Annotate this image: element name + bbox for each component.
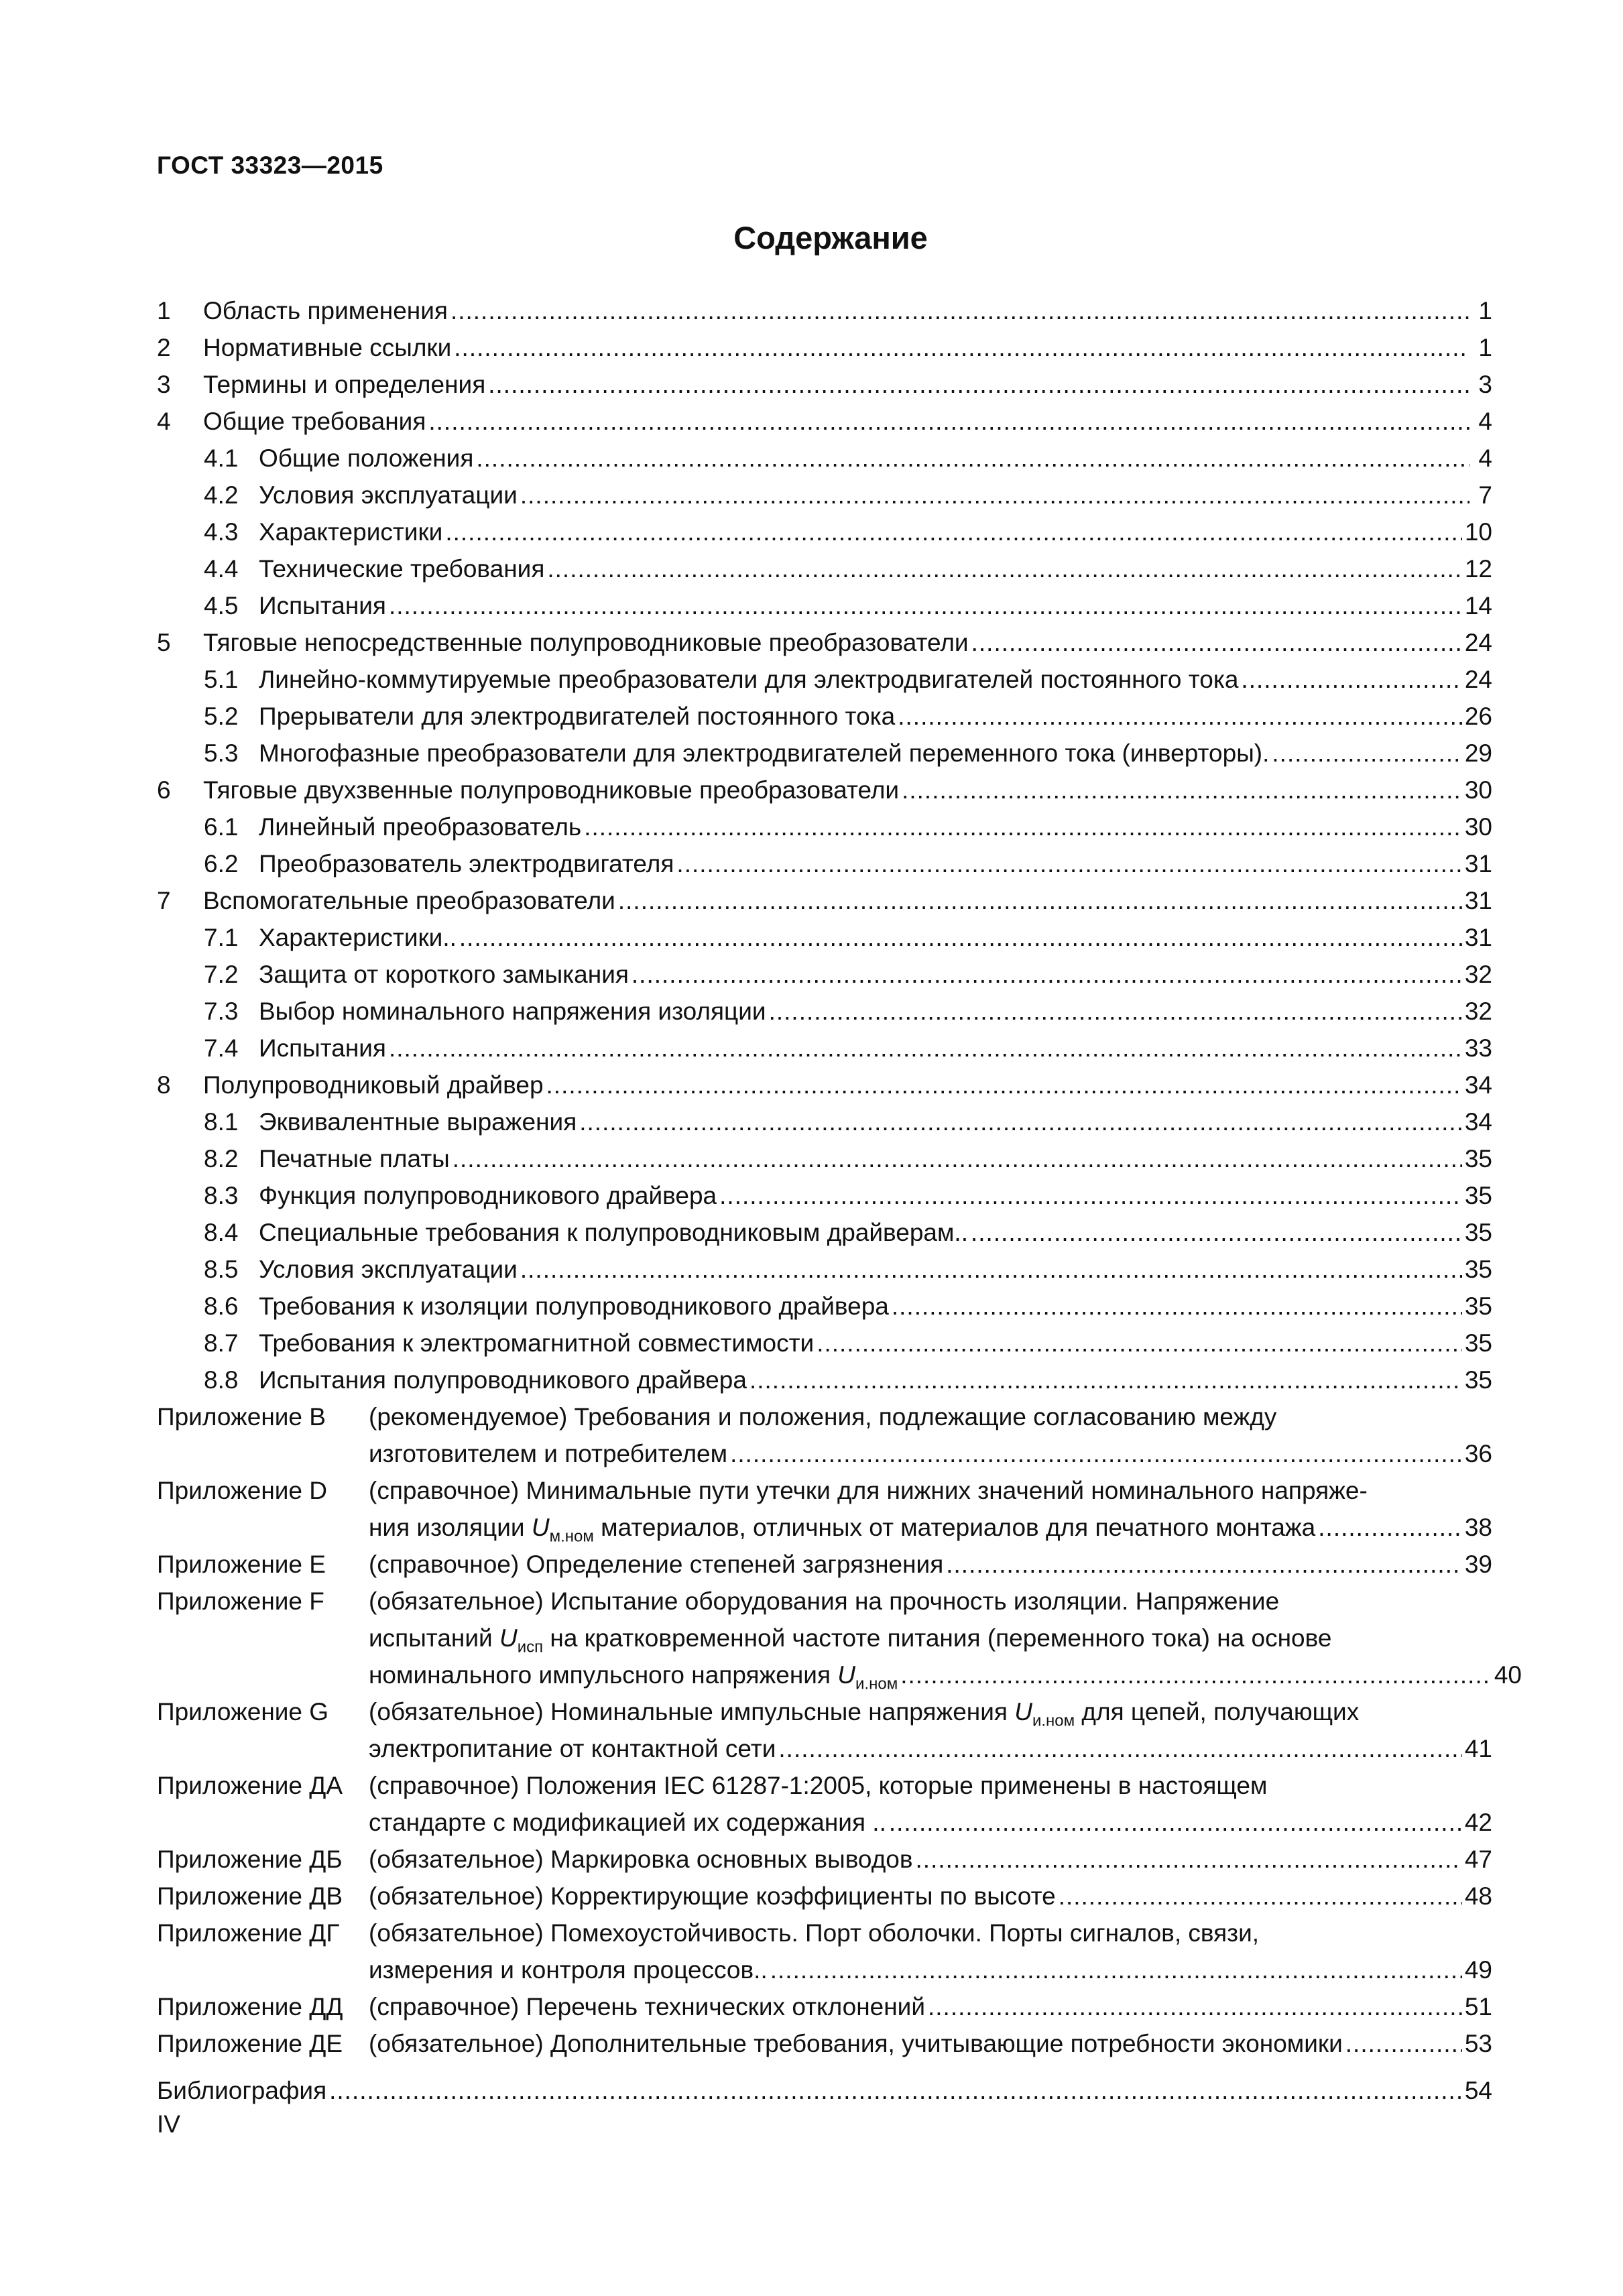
- leader-dots: [719, 1177, 1462, 1214]
- appendix-text: ния изоляции $U_{м.ном}$ материалов, отличных от материалов для печатного монтажа: [369, 1514, 1316, 1546]
- toc-subsection[interactable]: [157, 477, 1492, 513]
- appendix-text: электропитание от контактной сети: [369, 1735, 776, 1762]
- page-number: 39: [1464, 1551, 1492, 1578]
- leader-dots: [632, 956, 1462, 993]
- page-number: 41: [1464, 1735, 1492, 1762]
- section-title: Линейный преобразователь: [259, 813, 582, 841]
- toc-appendix-d[interactable]: [157, 1472, 1492, 1546]
- page-number: 36: [1464, 1440, 1492, 1467]
- section-number: 3: [157, 371, 171, 398]
- toc-subsection[interactable]: [157, 1103, 1492, 1140]
- section-title: Технические требования: [259, 555, 545, 583]
- toc-subsection[interactable]: [157, 1177, 1492, 1214]
- section-title: Прерыватели для электродвигателей постоянного тока: [259, 703, 896, 730]
- leader-dots: [902, 772, 1462, 808]
- page-number: 31: [1464, 924, 1492, 951]
- leader-dots: [730, 1435, 1462, 1472]
- page-number: 10: [1464, 518, 1492, 546]
- leader-dots: [450, 292, 1469, 329]
- appendix-text: (справочное) Положения IEC 61287-1:2005, которые применены в настоящем: [369, 1772, 1268, 1799]
- symbol-u: U: [499, 1624, 518, 1652]
- section-number: 6.2: [204, 850, 239, 878]
- section-title: Функция полупроводникового драйвера: [259, 1182, 717, 1209]
- appendix-caption: Приложение ДЕ: [157, 2030, 343, 2057]
- page-number: 32: [1464, 961, 1492, 988]
- leader-dots: [1345, 2025, 1462, 2062]
- section-number: 1: [157, 297, 171, 324]
- leader-dots: [453, 1140, 1462, 1177]
- page-number: 35: [1464, 1219, 1492, 1246]
- toc-subsection[interactable]: [157, 1214, 1492, 1251]
- section-title: Защита от короткого замыкания: [259, 961, 629, 988]
- page-number: 1: [1478, 297, 1492, 324]
- page-number: 30: [1464, 776, 1492, 804]
- toc-appendix-dg[interactable]: [157, 1915, 1492, 1988]
- page-number: 26: [1464, 703, 1492, 730]
- leader-dots: [971, 1214, 1462, 1251]
- section-number: 7.4: [204, 1034, 239, 1062]
- toc-subsection[interactable]: [157, 513, 1492, 550]
- appendix-text: испытаний $U_{исп}$ на кратковременной частоте питания (переменного тока) на основе: [369, 1624, 1332, 1656]
- page-number: 35: [1464, 1182, 1492, 1209]
- page-number: 35: [1464, 1366, 1492, 1394]
- page-number: 12: [1464, 555, 1492, 583]
- section-number: 4.4: [204, 555, 239, 583]
- page-number: 14: [1464, 592, 1492, 619]
- toc-appendix-g[interactable]: [157, 1693, 1492, 1767]
- toc-section[interactable]: [157, 624, 1492, 661]
- page-number: 53: [1464, 2030, 1492, 2057]
- section-title: Тяговые непосредственные полупроводниковые преобразователи: [203, 629, 969, 656]
- page-number: 40: [1494, 1661, 1522, 1689]
- page-number: 32: [1464, 998, 1492, 1025]
- section-title: Тяговые двухзвенные полупроводниковые преобразователи: [203, 776, 900, 804]
- section-title: Испытания: [259, 1034, 386, 1062]
- section-title: Печатные платы: [259, 1145, 450, 1172]
- toc-subsection[interactable]: [157, 550, 1492, 587]
- section-number: 6: [157, 776, 171, 804]
- section-title: Линейно-коммутируемые преобразователи для электродвигателей постоянного тока: [259, 666, 1239, 693]
- toc-appendix-e[interactable]: [157, 1546, 1492, 1583]
- toc-appendix-b[interactable]: [157, 1398, 1492, 1472]
- page-number: 48: [1464, 1882, 1492, 1910]
- leader-dots: [389, 1030, 1462, 1067]
- standard-designation: ГОСТ 33323—2015: [157, 152, 383, 179]
- section-number: 4.1: [204, 444, 239, 472]
- appendix-caption: Приложение ДБ: [157, 1846, 343, 1873]
- page-number: 1: [1478, 334, 1492, 361]
- toc-appendix-db[interactable]: [157, 1841, 1492, 1878]
- page-number: 24: [1464, 629, 1492, 656]
- appendix-text: номинального импульсного напряжения $U_{и.ном}$: [369, 1661, 898, 1693]
- toc-subsection[interactable]: [157, 698, 1492, 735]
- leader-dots: [488, 366, 1469, 403]
- page-number-footer: IV: [157, 2110, 180, 2138]
- page-number: 51: [1464, 1993, 1492, 2020]
- section-number: 7.3: [204, 998, 239, 1025]
- appendix-caption: Приложение G: [157, 1698, 329, 1726]
- page-number: 47: [1464, 1846, 1492, 1873]
- leader-dots: [547, 550, 1461, 587]
- appendix-caption: Приложение E: [157, 1551, 326, 1578]
- section-number: 5.1: [204, 666, 239, 693]
- toc-subsection[interactable]: [157, 993, 1492, 1030]
- toc-subsection[interactable]: [157, 1288, 1492, 1325]
- section-number: 8.4: [204, 1219, 239, 1246]
- section-number: 6.1: [204, 813, 239, 841]
- appendix-text: (обязательное) Маркировка основных выводов: [369, 1846, 913, 1873]
- leader-dots: [520, 477, 1469, 513]
- toc-appendix-dv[interactable]: [157, 1878, 1492, 1915]
- leader-dots: [389, 587, 1462, 624]
- toc-section[interactable]: [157, 1067, 1492, 1103]
- page-number: 34: [1464, 1071, 1492, 1099]
- leader-dots: [769, 993, 1462, 1030]
- leader-dots: [889, 1804, 1462, 1841]
- section-title: Требования к изоляции полупроводникового драйвера: [259, 1292, 889, 1320]
- section-title: Эквивалентные выражения: [259, 1108, 577, 1136]
- leader-dots: [676, 845, 1461, 882]
- leader-dots: [928, 1988, 1462, 2025]
- appendix-text: (обязательное) Корректирующие коэффициенты по высоте: [369, 1882, 1056, 1910]
- section-number: 8.3: [204, 1182, 239, 1209]
- section-title: Область применения: [203, 297, 448, 324]
- appendix-text: (справочное) Определение степеней загрязнения: [369, 1551, 944, 1578]
- page-number: 35: [1464, 1145, 1492, 1172]
- symbol-subscript: и.ном: [1032, 1711, 1075, 1730]
- leader-dots: [749, 1362, 1462, 1398]
- symbol-u: U: [837, 1661, 856, 1689]
- toc-subsection[interactable]: [157, 735, 1492, 772]
- toc-subsection[interactable]: [157, 440, 1492, 477]
- table-of-contents: [157, 292, 1522, 2109]
- section-title: Термины и определения: [203, 371, 486, 398]
- leader-dots: [459, 919, 1462, 956]
- section-number: 8.8: [204, 1366, 239, 1394]
- toc-appendix-da[interactable]: [157, 1767, 1492, 1841]
- toc-subsection[interactable]: [157, 956, 1492, 993]
- section-number: 4: [157, 408, 171, 435]
- section-number: 2: [157, 334, 171, 361]
- section-number: 4.2: [204, 481, 239, 509]
- leader-dots: [892, 1288, 1462, 1325]
- page-number: 49: [1464, 1956, 1492, 1984]
- page-number: 54: [1464, 2077, 1492, 2104]
- leader-dots: [546, 1067, 1462, 1103]
- section-number: 5.3: [204, 739, 239, 767]
- symbol-u: U: [1014, 1698, 1032, 1726]
- section-title: Общие положения: [259, 444, 474, 472]
- toc-appendix-de[interactable]: [157, 2025, 1492, 2062]
- toc-subsection[interactable]: [157, 919, 1492, 956]
- toc-subsection[interactable]: [157, 661, 1492, 698]
- section-title: Испытания полупроводникового драйвера: [259, 1366, 747, 1394]
- section-number: 8: [157, 1071, 171, 1099]
- section-title: Требования к электромагнитной совместимости: [259, 1329, 815, 1357]
- leader-dots: [1272, 735, 1461, 772]
- leader-dots: [817, 1325, 1462, 1362]
- page-number: 24: [1464, 666, 1492, 693]
- leader-dots: [900, 1656, 1492, 1693]
- toc-subsection[interactable]: [157, 845, 1492, 882]
- leader-dots: [1059, 1878, 1462, 1915]
- section-title: Преобразователь электродвигателя: [259, 850, 674, 878]
- leader-dots: [898, 698, 1462, 735]
- leader-dots: [428, 403, 1469, 440]
- bibliography-label: Библиография: [157, 2077, 327, 2104]
- section-title: Выбор номинального напряжения изоляции: [259, 998, 766, 1025]
- section-number: 4.5: [204, 592, 239, 619]
- appendix-text: (справочное) Минимальные пути утечки для нижних значений номинального напряже-: [369, 1477, 1368, 1504]
- section-number: 5: [157, 629, 171, 656]
- appendix-text: (рекомендуемое) Требования и положения, подлежащие согласованию между: [369, 1403, 1277, 1431]
- page-number: 30: [1464, 813, 1492, 841]
- appendix-caption: Приложение ДА: [157, 1772, 343, 1799]
- symbol-subscript: и.ном: [855, 1675, 898, 1693]
- leader-dots: [476, 440, 1469, 477]
- section-number: 5.2: [204, 703, 239, 730]
- section-title: Полупроводниковый драйвер: [203, 1071, 544, 1099]
- appendix-text: изготовителем и потребителем: [369, 1440, 728, 1467]
- section-title: Специальные требования к полупроводниковым драйверам..: [259, 1219, 968, 1246]
- leader-dots: [618, 882, 1462, 919]
- symbol-subscript: м.ном: [549, 1527, 594, 1546]
- appendix-text: измерения и контроля процессов..: [369, 1956, 768, 1984]
- toc-subsection[interactable]: [157, 587, 1492, 624]
- toc-section[interactable]: [157, 403, 1492, 440]
- section-title: Условия эксплуатации: [259, 481, 518, 509]
- page-number: 7: [1478, 481, 1492, 509]
- section-number: 8.5: [204, 1256, 239, 1283]
- section-title: Вспомогательные преобразователи: [203, 887, 615, 914]
- appendix-caption: Приложение ДГ: [157, 1919, 340, 1947]
- appendix-caption: Приложение B: [157, 1403, 326, 1431]
- appendix-text: (справочное) Перечень технических отклонений: [369, 1993, 925, 2020]
- page-number: 33: [1464, 1034, 1492, 1062]
- section-number: 7: [157, 887, 171, 914]
- leader-dots: [584, 808, 1462, 845]
- toc-subsection[interactable]: [157, 1251, 1492, 1288]
- page-number: 31: [1464, 887, 1492, 914]
- leader-dots: [329, 2072, 1462, 2109]
- section-title: Характеристики..: [259, 924, 457, 951]
- section-number: 8.1: [204, 1108, 239, 1136]
- section-number: 4.3: [204, 518, 239, 546]
- toc-appendix-f[interactable]: [157, 1583, 1522, 1693]
- toc-section[interactable]: [157, 329, 1492, 366]
- appendix-text: стандарте с модификацией их содержания ..: [369, 1809, 886, 1836]
- leader-dots: [454, 329, 1469, 366]
- appendix-caption: Приложение ДД: [157, 1993, 343, 2020]
- section-title: Общие требования: [203, 408, 426, 435]
- appendix-caption: Приложение ДВ: [157, 1882, 343, 1910]
- toc-subsection[interactable]: [157, 1030, 1492, 1067]
- toc-section[interactable]: [157, 772, 1492, 808]
- symbol-u: U: [531, 1514, 550, 1541]
- leader-dots: [579, 1103, 1462, 1140]
- leader-dots: [1241, 661, 1461, 698]
- leader-dots: [770, 1951, 1462, 1988]
- page-number: 42: [1464, 1809, 1492, 1836]
- toc-sections: [157, 292, 1492, 1398]
- toc-bibliography[interactable]: [157, 2072, 1492, 2109]
- appendix-caption: Приложение D: [157, 1477, 328, 1504]
- toc-section[interactable]: [157, 292, 1492, 329]
- page-number: 3: [1478, 371, 1492, 398]
- page-title: Содержание: [733, 220, 928, 255]
- leader-dots: [971, 624, 1462, 661]
- toc-section[interactable]: [157, 366, 1492, 403]
- toc-subsection[interactable]: [157, 1325, 1492, 1362]
- toc-section[interactable]: [157, 882, 1492, 919]
- symbol-subscript: исп: [517, 1638, 544, 1656]
- appendix-caption: Приложение F: [157, 1587, 324, 1615]
- section-title: Многофазные преобразователи для электродвигателей переменного тока (инверторы).: [259, 739, 1270, 767]
- section-number: 8.7: [204, 1329, 239, 1357]
- section-number: 7.1: [204, 924, 239, 951]
- leader-dots: [520, 1251, 1462, 1288]
- page-number: 35: [1464, 1292, 1492, 1320]
- section-title: Испытания: [259, 592, 386, 619]
- page-number: 29: [1464, 739, 1492, 767]
- appendix-text: (обязательное) Дополнительные требования, учитывающие потребности экономики: [369, 2030, 1343, 2057]
- leader-dots: [946, 1546, 1462, 1583]
- section-title: Нормативные ссылки: [203, 334, 452, 361]
- section-number: 7.2: [204, 961, 239, 988]
- appendix-text: (обязательное) Номинальные импульсные напряжения $U_{и.ном}$ для цепей, получающих: [369, 1698, 1360, 1730]
- section-number: 8.6: [204, 1292, 239, 1320]
- page-number: 4: [1478, 408, 1492, 435]
- page-number: 38: [1464, 1514, 1492, 1541]
- appendix-text: (обязательное) Помехоустойчивость. Порт оболочки. Порты сигналов, связи,: [369, 1919, 1260, 1947]
- section-title: Характеристики: [259, 518, 443, 546]
- page-number: 4: [1478, 444, 1492, 472]
- toc-subsection[interactable]: [157, 1140, 1492, 1177]
- appendix-text: (обязательное) Испытание оборудования на прочность изоляции. Напряжение: [369, 1587, 1280, 1615]
- page-number: 35: [1464, 1256, 1492, 1283]
- toc-appendix-dd[interactable]: [157, 1988, 1492, 2025]
- section-number: 8.2: [204, 1145, 239, 1172]
- page-number: 35: [1464, 1329, 1492, 1357]
- toc-subsection[interactable]: [157, 1362, 1492, 1398]
- page-number: 31: [1464, 850, 1492, 878]
- toc-subsection[interactable]: [157, 808, 1492, 845]
- page-number: 34: [1464, 1108, 1492, 1136]
- leader-dots: [1318, 1509, 1462, 1546]
- leader-dots: [916, 1841, 1462, 1878]
- section-title: Условия эксплуатации: [259, 1256, 518, 1283]
- leader-dots: [778, 1730, 1461, 1767]
- leader-dots: [445, 513, 1462, 550]
